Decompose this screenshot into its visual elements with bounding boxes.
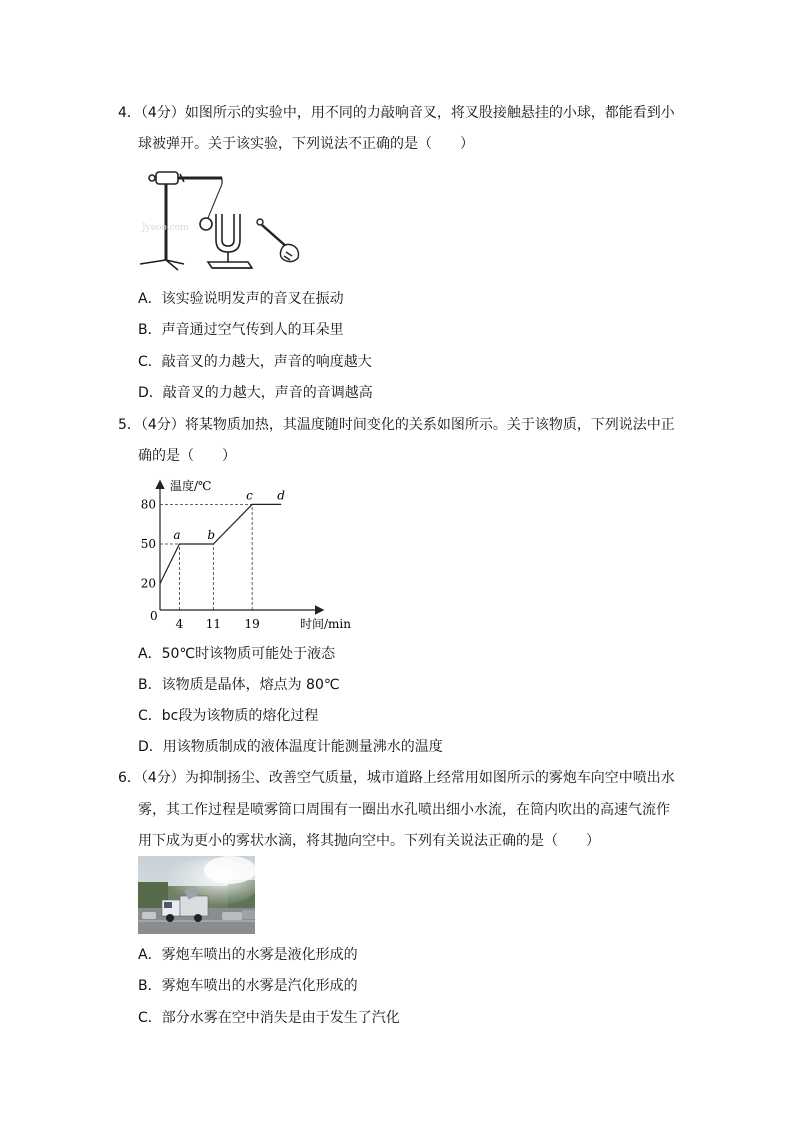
q4-stem-line1: 4．（4分）如图所示的实验中，用不同的力敲响音叉，将叉股接触悬挂的小球，都能看到小 (118, 105, 675, 121)
x-tick-label: 19 (244, 617, 260, 631)
q4-option-a: A．该实验说明发声的音叉在振动 (138, 291, 344, 307)
q6-option-b: B．雾炮车喷出的水雾是汽化形成的 (138, 978, 358, 994)
point-label: a (173, 528, 181, 542)
q6-stem-line3: 用下成为更小的雾状水滴，将其抛向空中。下列有关说法正确的是（ ） (138, 833, 600, 849)
q6-option-a: A．雾炮车喷出的水雾是液化形成的 (138, 947, 358, 963)
y-tick-label: 80 (140, 497, 156, 512)
point-label: c (246, 488, 253, 503)
x-axis-label: 时间/min (300, 617, 351, 631)
stand-icon (140, 172, 222, 270)
q5-option-c: C．bc段为该物质的熔化过程 (138, 708, 319, 724)
fog-cannon-truck-photo (138, 856, 255, 934)
point-label: d (277, 488, 285, 503)
tuning-fork-figure (136, 168, 306, 276)
q4-option-b: B．声音通过空气传到人的耳朵里 (138, 322, 344, 338)
y-tick-label: 50 (140, 537, 156, 551)
q5-option-a: A．50℃时该物质可能处于液态 (138, 646, 336, 662)
q4-option-c: C．敲音叉的力越大，声音的响度越大 (138, 354, 372, 370)
x-tick-label: 4 (175, 617, 184, 631)
origin-label: 0 (150, 609, 158, 623)
watermark: Jyeoo.com (142, 223, 189, 233)
tuning-fork-icon (208, 214, 252, 268)
temperature-time-chart (136, 474, 366, 634)
mallet-icon (257, 219, 299, 262)
y-tick-label: 20 (140, 576, 156, 591)
y-axis-label: 温度/℃ (170, 479, 212, 493)
point-label: b (207, 528, 216, 542)
q5-option-d: D．用该物质制成的液体温度计能测量沸水的温度 (138, 739, 443, 755)
q5-stem-line1: 5．（4分）将某物质加热，其温度随时间变化的关系如图所示。关于该物质，下列说法中正 (118, 417, 675, 433)
q6-stem-line2: 雾，其工作过程是喷雾筒口周围有一圈出水孔喷出细小水流，在筒内吹出的高速气流作 (138, 802, 670, 818)
temperature-series-line (160, 504, 281, 583)
q4-option-d: D．敲音叉的力越大，声音的音调越高 (138, 385, 373, 401)
q6-option-c: C．部分水雾在空中消失是由于发生了汽化 (138, 1010, 400, 1026)
x-tick-label: 11 (205, 617, 221, 631)
q5-stem-line2: 确的是（ ） (138, 448, 236, 464)
q6-stem-line1: 6．（4分）为抑制扬尘、改善空气质量，城市道路上经常用如图所示的雾炮车向空中喷出水 (118, 770, 675, 786)
q5-option-b: B．该物质是晶体，熔点为 80℃ (138, 677, 340, 693)
q4-stem-line2: 球被弹开。关于该实验，下列说法不正确的是（ ） (138, 136, 474, 152)
